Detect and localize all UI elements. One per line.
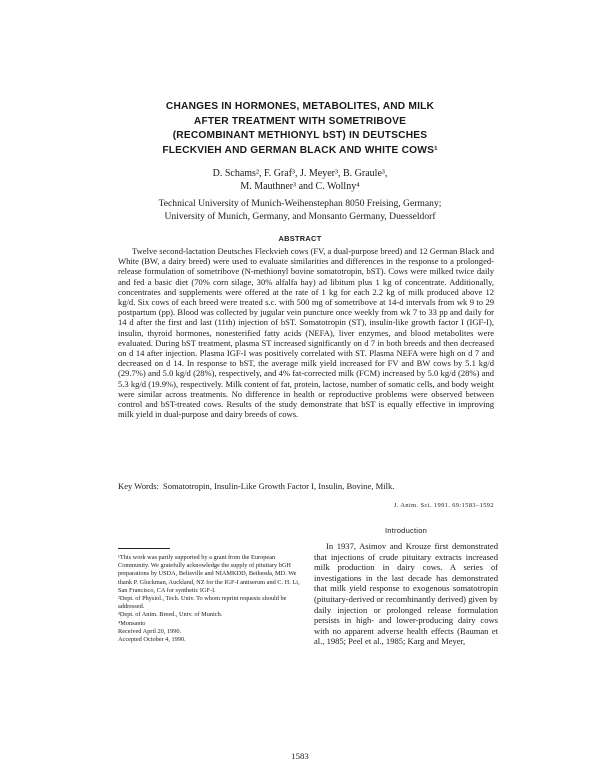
author-list <box>120 168 480 193</box>
title-line: FLECKVIEH AND GERMAN BLACK AND WHITE COWS¹ <box>162 144 438 156</box>
abstract-body <box>118 246 494 419</box>
footnote: ¹This work was partly supported by a grant from the European Community. We gratefully acknowledge the supply of pituitary bGH preparations by USDA, Beltsville and NIAMKDD, Bethesda, MD. We thank P. Gluckman, Auckland, NZ for the IGF-I antiserum and C. H. Li, San Francisco, CA for synthetic IGF-I. <box>118 554 300 594</box>
footnotes-column <box>118 548 302 644</box>
title-line: AFTER TREATMENT WITH SOMETRIBOVE <box>193 115 407 127</box>
footnote: ²Dept. of Physiol., Tech. Univ. To whom reprint requests should be addressed. <box>118 595 287 611</box>
footnote: ³Dept. of Anim. Breed., Univ. of Munich. <box>118 611 223 619</box>
keywords-text: Somatotropin, Insulin-Like Growth Factor I, Insulin, Bovine, Milk. <box>162 481 395 491</box>
abstract-heading: ABSTRACT <box>278 234 322 243</box>
introduction-heading: Introduction <box>384 526 428 535</box>
affiliation-line: Technical University of Munich-Weihenstephan 8050 Freising, Germany; <box>158 198 442 209</box>
affiliation-line: University of Munich, Germany, and Monsanto Germany, Duesseldorf <box>164 210 436 222</box>
author-line: D. Schams², F. Graf³, J. Meyer³, B. Graule³, <box>212 168 388 179</box>
introduction-paragraph: In 1937, Asimov and Krouze first demonstrated that injections of crude pituitary extracts increased milk production in dairy cows. A series of investigations in the last decade has demonstrated that milk yield response to exogenous somatotropin (pituitary-derived or recombinantly derived) given by daily injection or prolonged release formulation persists in high- and lower-producing dairy cows with no apparent adverse health effects (Bauman et al., 1985; Peel et al., 1985; Karg and Meyer, <box>314 541 498 647</box>
keywords-label: Key Words: <box>118 481 159 491</box>
page-number: 1583 <box>291 751 309 761</box>
author-line: M. Mauthner³ and C. Wollny⁴ <box>240 180 360 192</box>
article-title <box>110 100 490 158</box>
received-date: Received April 20, 1990. <box>118 627 182 635</box>
keywords <box>118 481 494 491</box>
abstract-paragraph: Twelve second-lactation Deutsches Fleckvieh cows (FV, a dual-purpose breed) and 12 German Black and White (BW, a dairy breed) were used to evaluate similarities and differences in the response to a prolonged-release formulation of sometribove (N-methionyl bovine somatotropin, bST). Cows were milked twice daily and fed a basic diet (70% corn silage, 30% alfalfa hay) ad libitum plus 1 kg of concentrate. Additionally, concentrates and supplements were offered at the rate of 1 kg for each 2.2 kg of milk produced above 12 kg/d. Six cows of each breed were treated s.c. with 500 mg of sometribove at 14-d intervals from wk 9 to 29 postpartum (pp). Blood was collected by jugular vein puncture once weekly from wk 7 to 33 pp and daily for 14 d after the first and last (11th) injection of bST. Somatotropin (ST), insulin-like growth factor I (IGF-I), insulin, thyroid hormones, nonesterified fatty acids (NEFA), liver enzymes, and blood metabolites were evaluated. During bST treatment, plasma ST increased significantly on d 7 in both breeds and then decreased on d 14 after injection. Plasma IGF-I was positively correlated with ST. Plasma NEFA were high on d 7 and decreased on d 14. In response to bST, the average milk yield increased for FV and BW cows by 5.1 kg/d (29.7%) and 5.0 kg/d (28%), respectively, and 4% fat-corrected milk (FCM) increased by 5.0 kg/d (28%) and 5.3 kg/d (19.9%), respectively. Milk content of fat, protein, lactose, number of somatic cells, and body weight were similar across treatments. No difference in health or reproductive problems were observed between control and bST-treated cows. Results of the study demonstrate that bST is equally effective in improving milk yield in dual-purpose and dairy breeds of cows. <box>118 246 494 420</box>
title-line: (RECOMBINANT METHIONYL bST) IN DEUTSCHES <box>172 130 428 141</box>
introduction-column <box>314 526 498 647</box>
footnote: ⁴Monsanto <box>118 619 146 627</box>
journal-citation: J. Anim. Sci. 1991. 69:1583–1592 <box>393 502 494 509</box>
footnotes <box>118 554 302 644</box>
footnote-rule <box>118 548 170 549</box>
accepted-date: Accepted October 4, 1990. <box>118 636 186 644</box>
affiliations <box>80 198 520 223</box>
title-line: CHANGES IN HORMONES, METABOLITES, AND MILK <box>165 101 435 112</box>
